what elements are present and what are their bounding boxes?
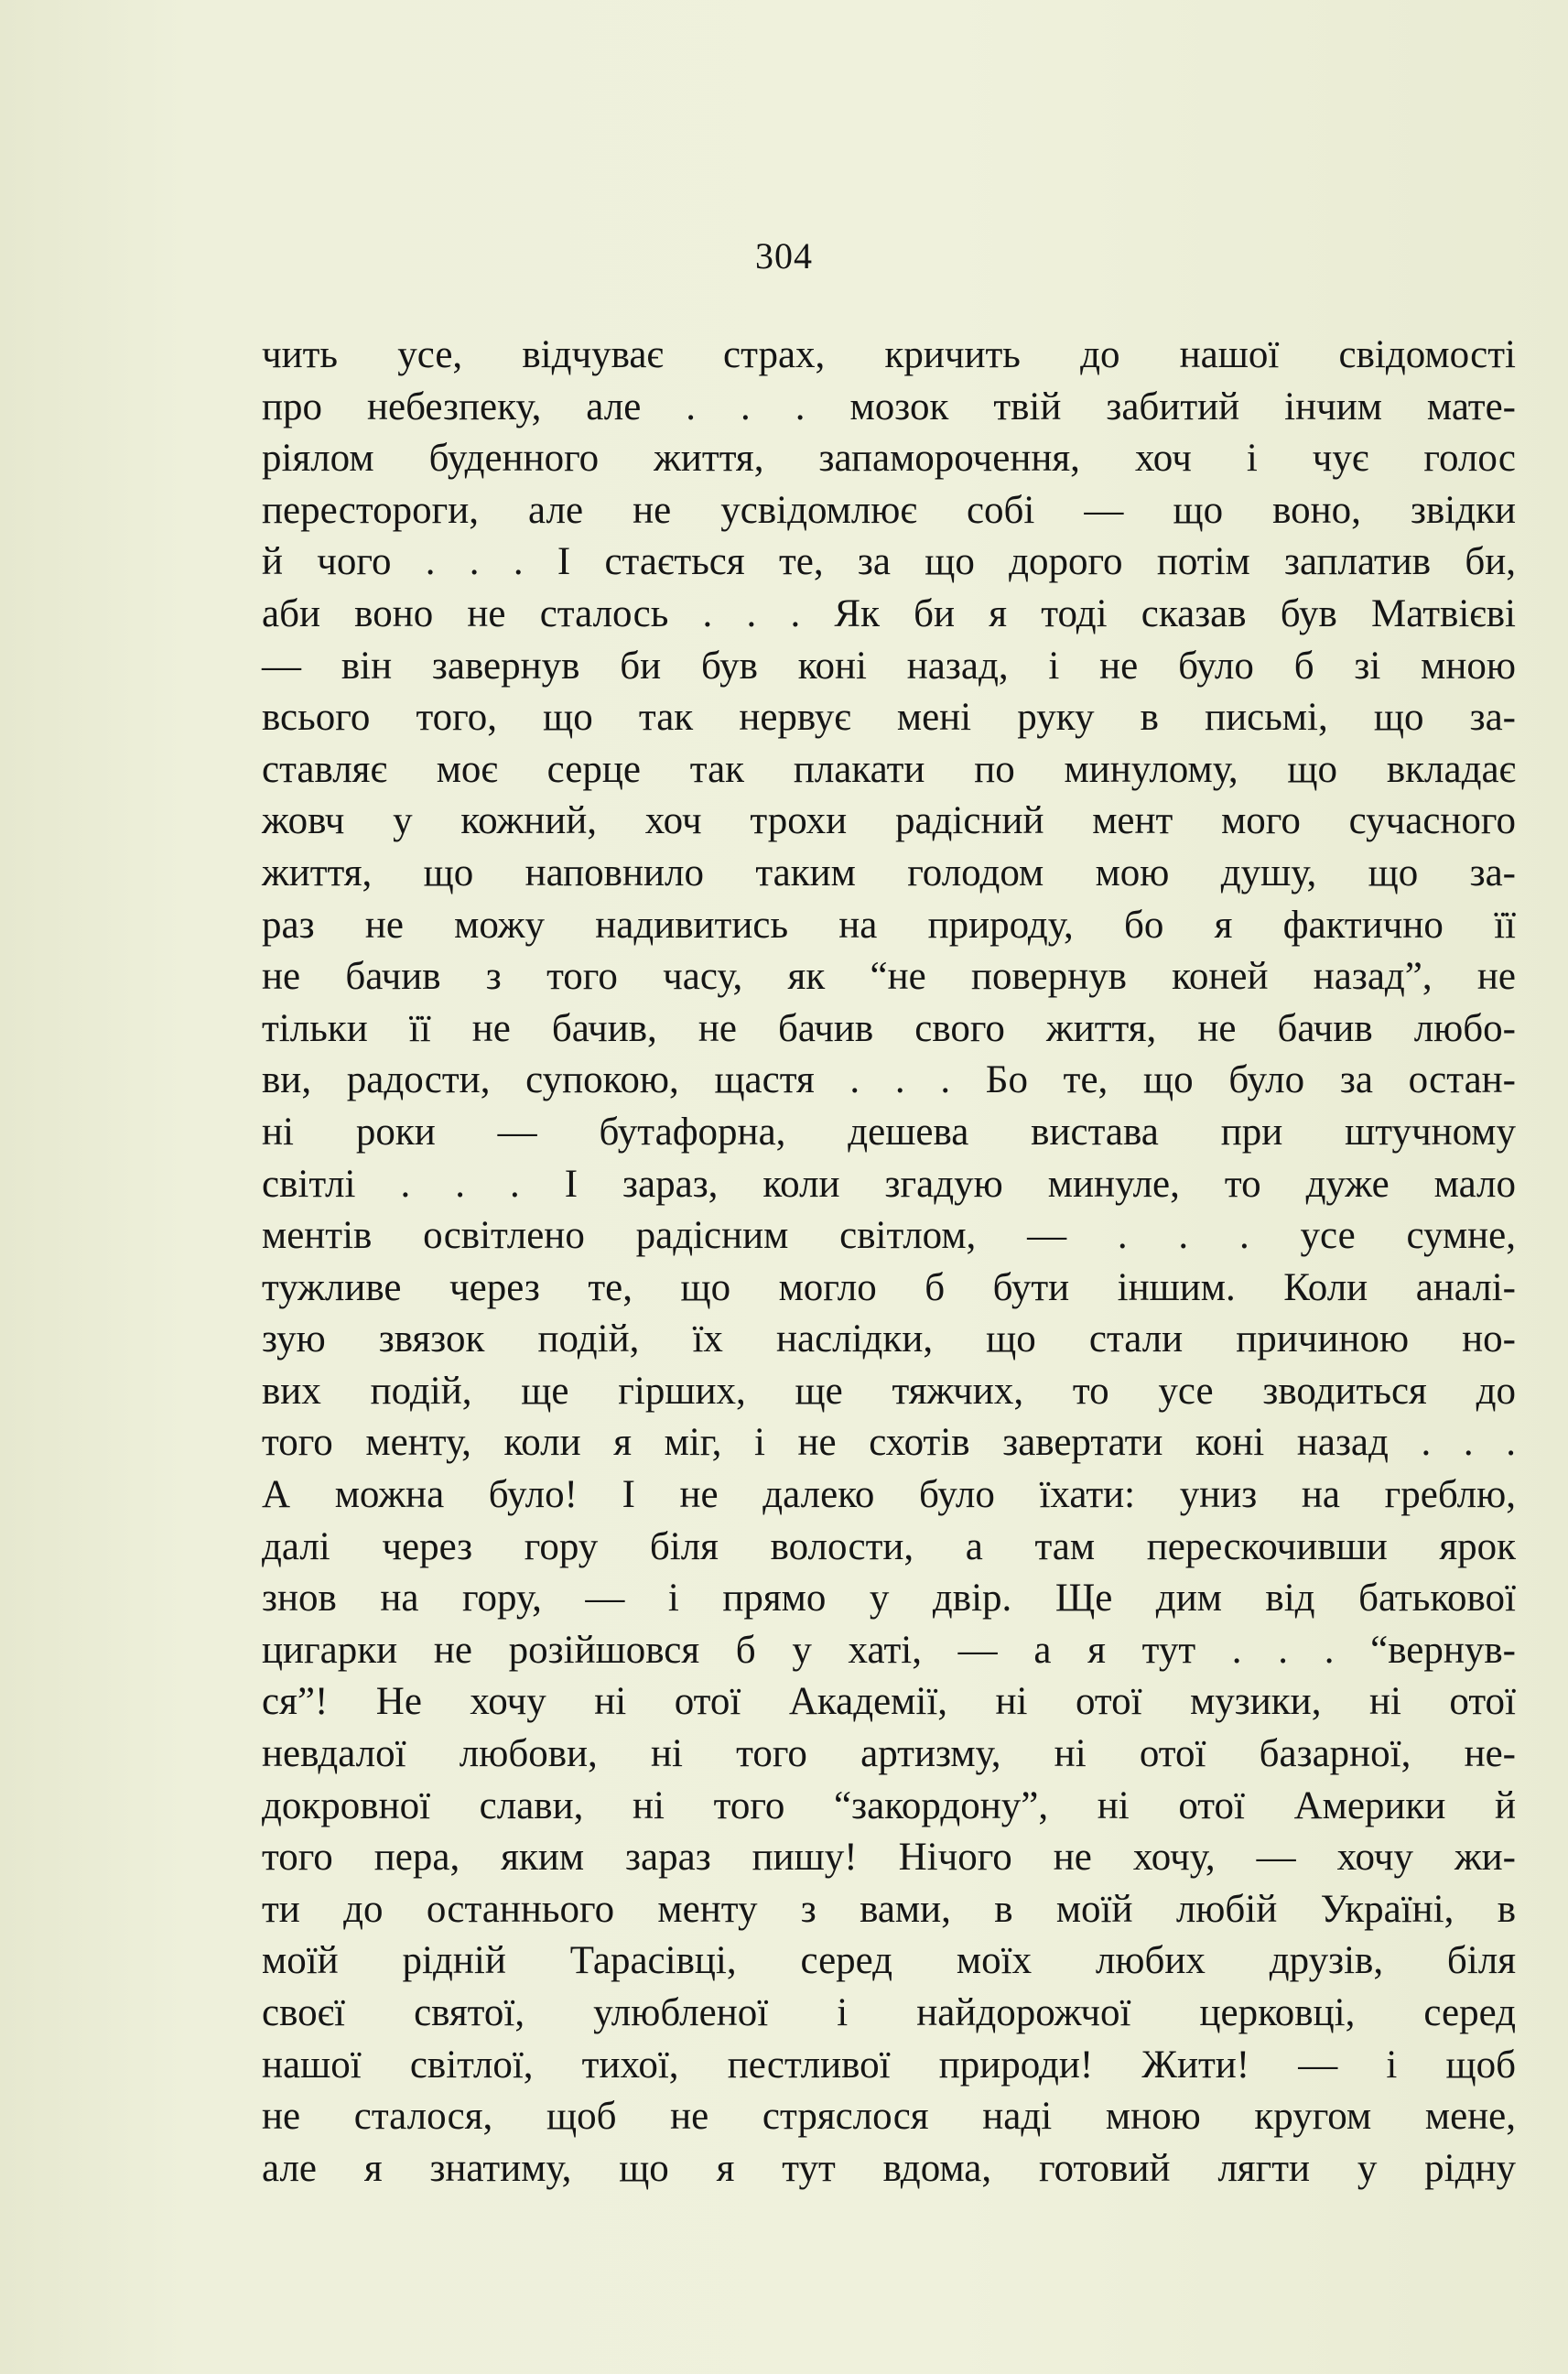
text-line: ви, радости, супокою, щастя . . . Бо те, що було за остан- (262, 1058, 1516, 1102)
text-line: ментів освітлено радісним світлом, — . . . усе сумне, (262, 1214, 1516, 1258)
text-line: знов на гору, — і прямо у двір. Ще дим від батькової (262, 1577, 1516, 1621)
text-line: — він завернув би був коні назад, і не було б зі мною (262, 644, 1516, 688)
text-line: зую звязок подій, їх наслідки, що стали причиною но- (262, 1317, 1516, 1361)
text-line: того пера, яким зараз пишу! Нічого не хочу, — хочу жи- (262, 1836, 1516, 1880)
text-line: своєї святої, улюбленої і найдорожчої церковці, серед (262, 1991, 1516, 2034)
body-text (262, 330, 1516, 2195)
text-line: всього того, що так нервує мені руку в письмі, що за- (262, 696, 1516, 740)
text-line: чить усе, відчуває страх, кричить до нашої свідомості (262, 333, 1516, 376)
text-line: докровної слави, ні того “закордону”, ні отої Америки й (262, 1783, 1516, 1827)
text-line: світлі . . . І зараз, коли згадую минуле, то дуже мало (262, 1162, 1516, 1206)
page-number: 304 (755, 235, 813, 276)
text-line: ся”! Не хочу ні отої Академії, ні отої музики, ні отої (262, 1680, 1516, 1724)
text-line: й чого . . . І стається те, за що дорого потім заплатив би, (262, 540, 1516, 584)
text-line: тужливе через те, що могло б бути іншим. Коли аналі- (262, 1265, 1516, 1309)
text-line: життя, що наповнило таким голодом мою душу, що за- (262, 851, 1516, 894)
text-line: не сталося, щоб не стряслося наді мною кругом мене, (262, 2095, 1516, 2139)
text-line: далі через гору біля волости, а там перескочивши ярок (262, 1524, 1516, 1568)
text-line: невдалої любови, ні того артизму, ні отої базарної, не- (262, 1732, 1516, 1776)
text-line: перестороги, але не усвідомлює собі — що воно, звідки (262, 488, 1516, 532)
text-line: жовч у кожний, хоч трохи радісний мент мого сучасного (262, 799, 1516, 843)
text-line: не бачив з того часу, як “не повернув коней назад”, не (262, 955, 1516, 999)
text-line: А можна було! І не далеко було їхати: униз на греблю, (262, 1473, 1516, 1517)
text-line: цигарки не розійшовся б у хаті, — а я тут . . . “вернув- (262, 1628, 1516, 1672)
text-line: тільки її не бачив, не бачив свого життя, не бачив любо- (262, 1006, 1516, 1050)
text-line: ні роки — бутафорна, дешева вистава при штучному (262, 1110, 1516, 1154)
text-line: про небезпеку, але . . . мозок твій забитий інчим мате- (262, 385, 1516, 428)
text-line: вих подій, ще гірших, ще тяжчих, то усе зводиться до (262, 1369, 1516, 1413)
text-line: аби воно не сталось . . . Як би я тоді сказав був Матвієві (262, 591, 1516, 635)
text-line: раз не можу надивитись на природу, бо я фактично її (262, 903, 1516, 947)
text-line: того менту, коли я міг, і не схотів завертати коні назад . . . (262, 1421, 1516, 1465)
text-line: ріялом буденного життя, запаморочення, хоч і чує голос (262, 437, 1516, 481)
text-line: але я знатиму, що я тут вдома, готовий лягти у рідну (262, 2146, 1516, 2190)
text-line: ти до останнього менту з вами, в моїй любій Україні, в (262, 1887, 1516, 1931)
text-line: ставляє моє серце так плакати по минулому, що вкладає (262, 747, 1516, 791)
text-line: моїй рідній Тарасівці, серед моїх любих друзів, біля (262, 1939, 1516, 1983)
text-line: нашої світлої, тихої, пестливої природи! Жити! — і щоб (262, 2043, 1516, 2087)
